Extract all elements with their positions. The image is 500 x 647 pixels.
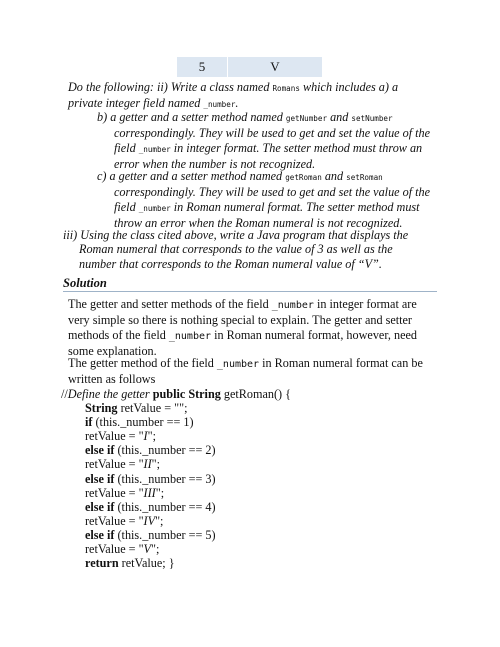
exercise-item-b: b) a getter and a setter method named getNumber and setNumber correspondingly. They will be used to get and set the value of the field _number in integer format. The setter method must throw an error when the number is not recognized. — [97, 110, 431, 172]
code-line: retValue = "III"; — [85, 485, 165, 500]
code-line: String retValue = ""; — [85, 401, 188, 416]
solution-paragraph-2: The getter method of the field _number in Roman numeral format can be written as follows — [68, 356, 423, 386]
exercise-intro: Do the following: ii) Write a class named Romans which includes a) a private integer field named _number. — [68, 80, 399, 111]
table-cell-roman: V — [228, 57, 322, 77]
code-line: else if (this._number == 4) — [85, 499, 216, 514]
code-line: retValue = "IV"; — [85, 513, 164, 528]
solution-heading: Solution — [63, 276, 107, 290]
exercise-item-c: c) a getter and a setter method named getRoman and setRoman correspondingly. They will be used to get and set the value of the field _number in Roman numeral format. The setter method must throw an error when the Roman numeral is not recognized. — [97, 169, 431, 231]
solution-paragraph-1: The getter and setter methods of the field _number in integer format are very simple so there is nothing special to explain. The getter and setter methods of the field _number in Roman numeral format, however, need some explanation. — [68, 297, 417, 358]
code-line: else if (this._number == 5) — [85, 527, 216, 542]
code-line: retValue = "I"; — [85, 429, 156, 444]
exercise-item-iii: iii) Using the class cited above, write a Java program that displays the Roman numeral that corresponds to the value of 3 as well as the number that corresponds to the Roman numeral value of “V”. — [63, 228, 409, 271]
code-line: return retValue; } — [85, 556, 175, 571]
code-line: else if (this._number == 2) — [85, 443, 216, 458]
code-line: else if (this._number == 3) — [85, 471, 216, 486]
table-cell-number: 5 — [177, 57, 227, 77]
header-table — [177, 57, 322, 77]
code-body — [61, 401, 441, 570]
code-line: retValue = "V"; — [85, 542, 160, 557]
code-block — [61, 387, 441, 570]
code-signature-line: //Define the getter public String getRoman() { — [61, 387, 291, 401]
code-line: retValue = "II"; — [85, 457, 161, 472]
code-class-name: Romans — [272, 84, 300, 93]
code-line: if (this._number == 1) — [85, 415, 194, 430]
heading-divider — [63, 291, 437, 292]
